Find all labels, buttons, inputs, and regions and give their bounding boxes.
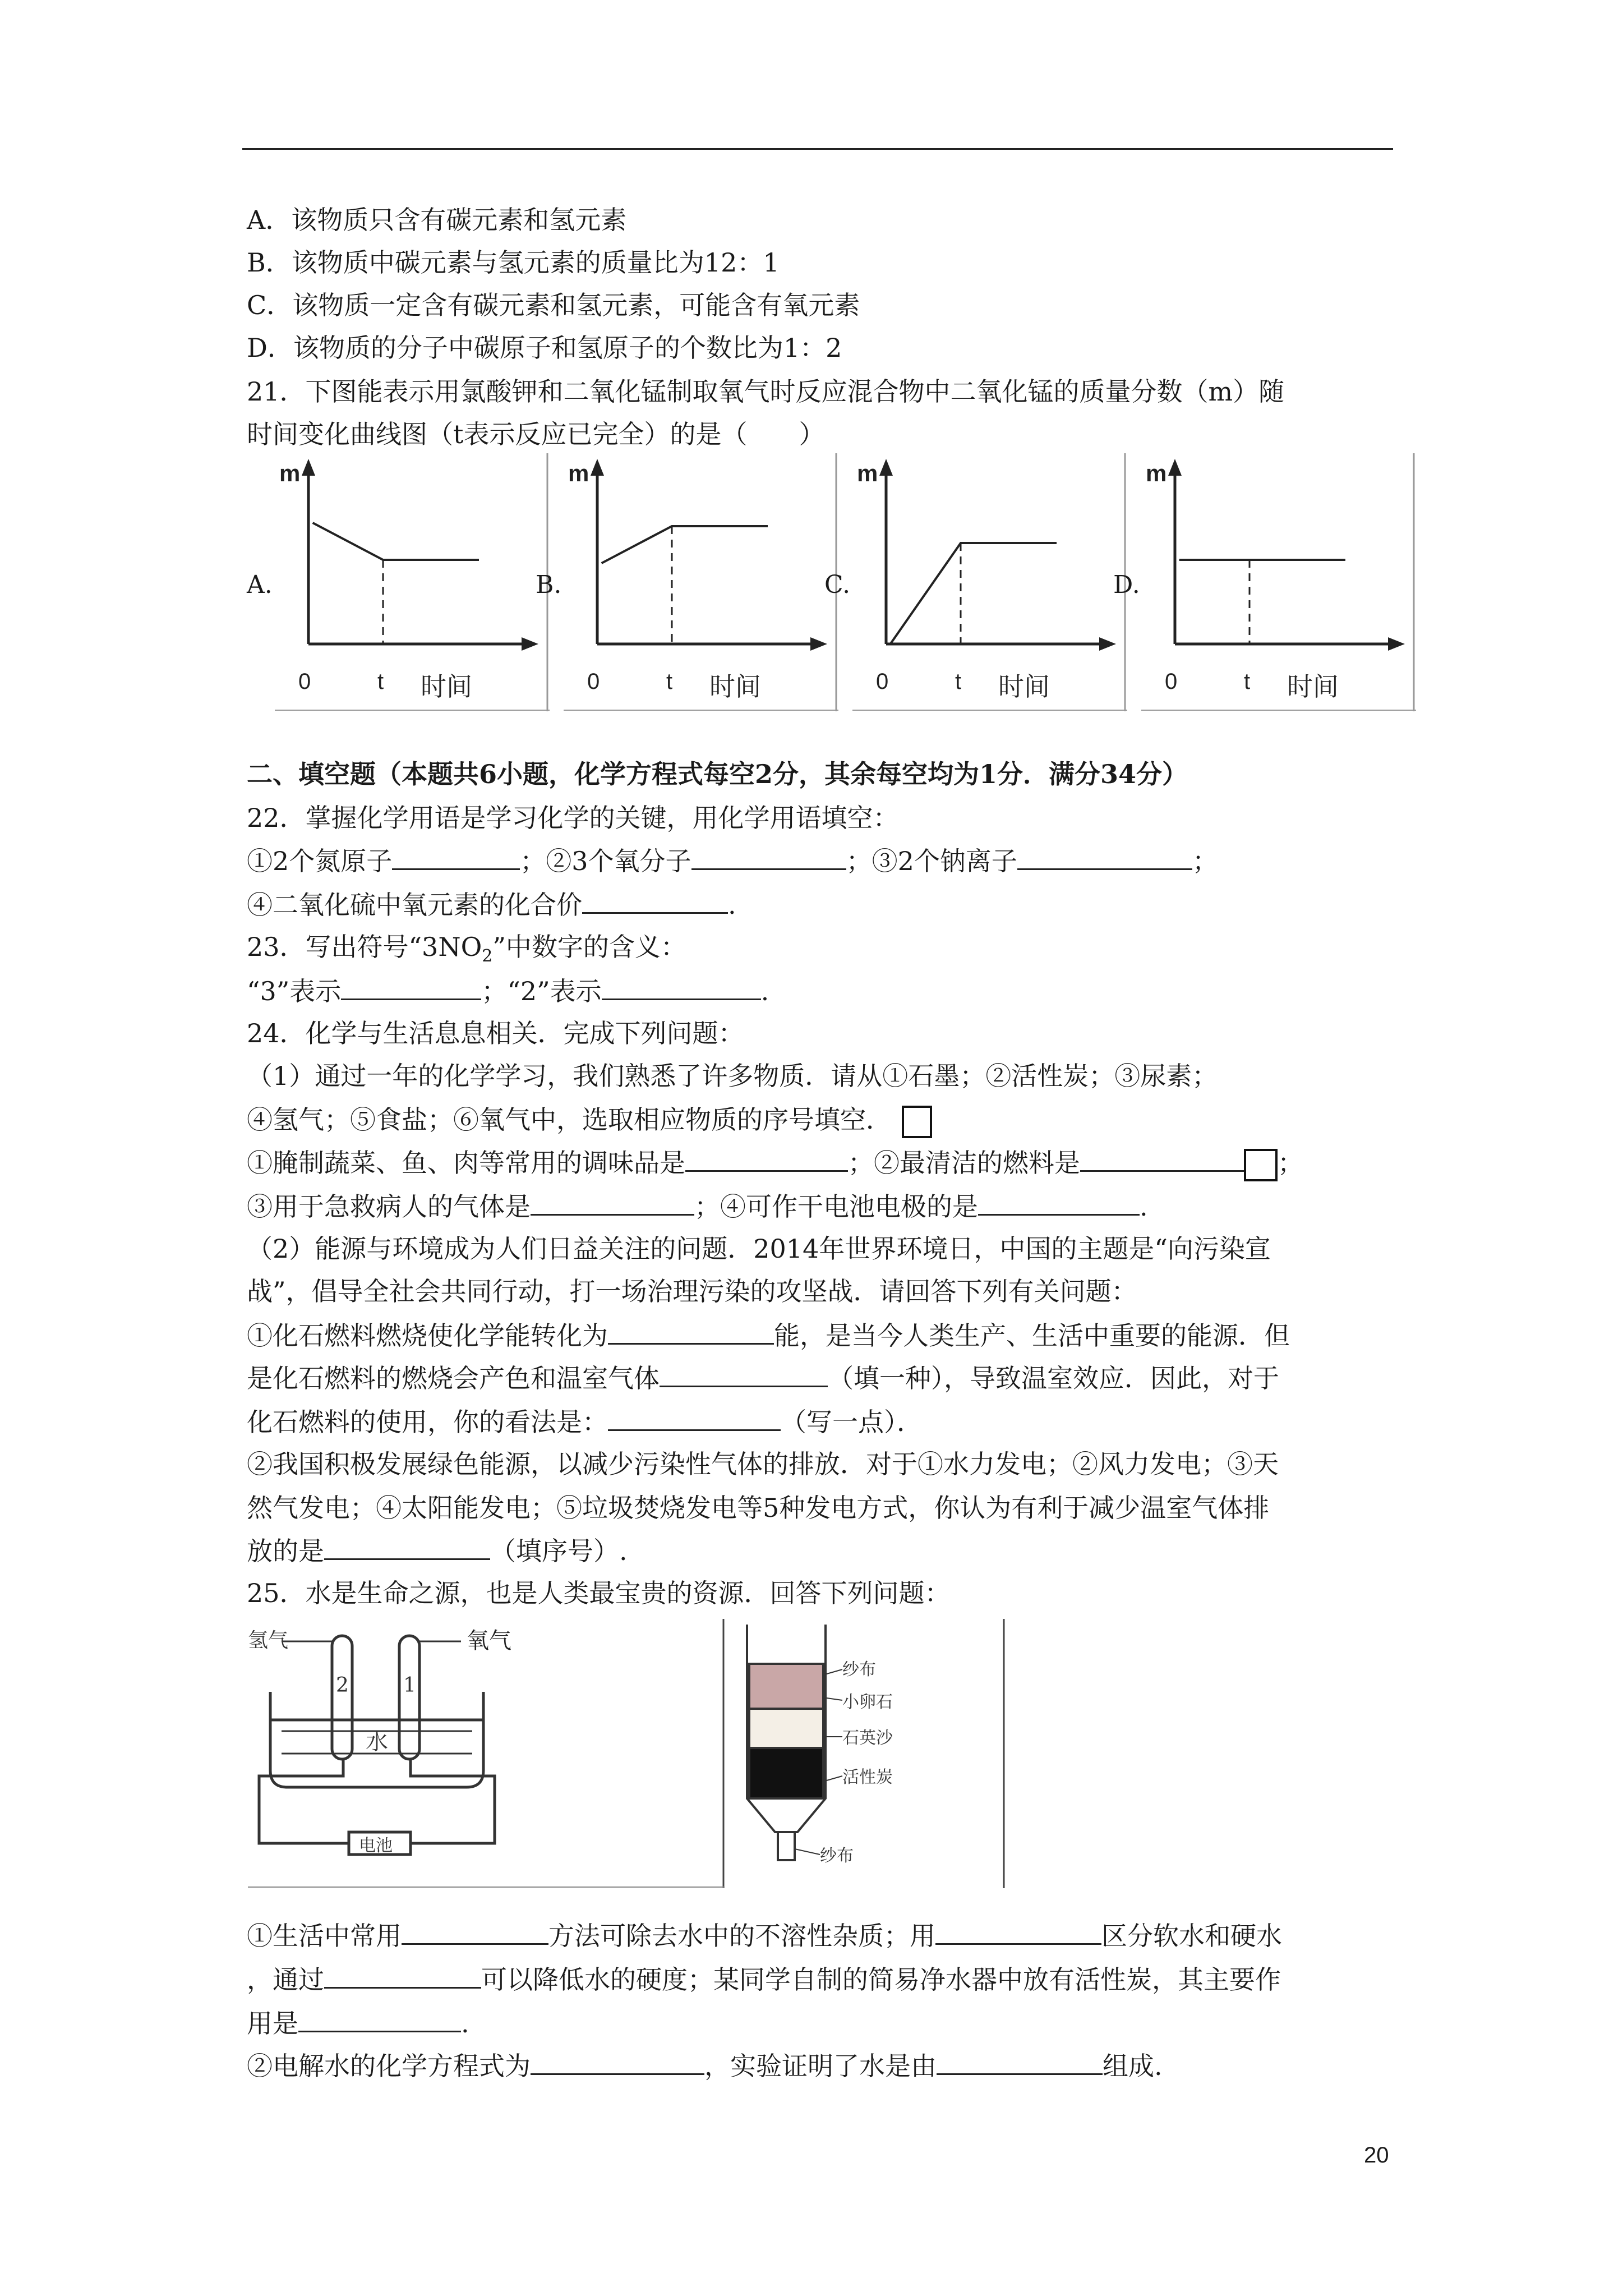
q24-p10: ②我国积极发展绿色能源，以减少污染性气体的排放．对于①水力发电；②风力发电；③天: [247, 1449, 1279, 1479]
q22-item4: ④二氧化硫中氧元素的化合价: [247, 890, 582, 920]
q24-p7b: 能，是当今人类生产、生活中重要的能源．但: [774, 1320, 1290, 1351]
data-line: [313, 523, 479, 560]
q24-p5: （2）能源与环境成为人们日益关注的问题．2014年世界环境日，中国的主题是“向污染宣: [247, 1234, 1271, 1264]
answer-blank[interactable]: [298, 2006, 461, 2032]
q25-l3b: .: [461, 2008, 469, 2039]
answer-blank[interactable]: [1080, 1145, 1244, 1172]
q22-line1: [247, 844, 1218, 878]
chart-1: [275, 453, 550, 711]
q25-line2: [247, 1962, 1281, 1996]
x-axis-arrow: [1099, 637, 1116, 651]
q24-p7: [247, 1318, 1290, 1352]
q23-subscript: 2: [482, 946, 493, 966]
q22-item1: ①2个氮原子: [247, 846, 393, 876]
q23-part2: ；“2”表示: [481, 976, 602, 1006]
pebble-label: 小卵石: [842, 1692, 893, 1712]
x-tick-label: 0: [876, 669, 889, 694]
x-tick-label: 0: [1165, 669, 1178, 694]
q20-option-c: C．该物质一定含有碳元素和氢元素，可能含有氧元素: [247, 290, 860, 320]
chart-option-label: A.: [247, 570, 273, 599]
q23-stem-b: ”中数字的含义：: [492, 932, 686, 962]
checkbox[interactable]: [1244, 1149, 1278, 1181]
q25-l4b: ，实验证明了水是由: [704, 2051, 937, 2081]
q24-p4b: ；④可作干电池电极的是: [694, 1191, 978, 1222]
q24-p3a: ①腌制蔬菜、鱼、肉等常用的调味品是: [247, 1148, 685, 1178]
q21-stem-line1: 21．下图能表示用氯酸钾和二氧化锰制取氧气时反应混合物中二氧化锰的质量分数（m）随: [247, 376, 1285, 407]
x-tick-label: 0: [587, 669, 600, 694]
q25-line3: [247, 2006, 469, 2040]
q25-l1a: ①生活中常用: [247, 1921, 402, 1951]
q25-line4: [247, 2049, 1163, 2083]
x-tick-label: t: [666, 669, 673, 694]
y-axis-arrow: [879, 459, 893, 476]
q22-stem: 22．掌握化学用语是学习化学的关键，用化学用语填空：: [247, 803, 899, 833]
answer-blank[interactable]: [935, 1918, 1101, 1945]
checkbox[interactable]: [902, 1106, 932, 1138]
y-axis-arrow: [302, 459, 315, 476]
q24-p3: [247, 1145, 1303, 1181]
answer-blank[interactable]: [602, 974, 761, 1000]
q24-p6: 战”，倡导全社会共同行动，打一场治理污染的攻坚战．请回答下列有关问题：: [247, 1276, 1137, 1306]
x-axis-arrow: [1388, 637, 1405, 651]
q20-option-b: B．该物质中碳元素与氢元素的质量比为12：1: [247, 247, 780, 278]
answer-blank[interactable]: [582, 887, 728, 914]
electrolysis-figure: [248, 1619, 725, 1888]
x-axis-label: 时间: [709, 671, 761, 702]
q24-p11: 然气发电；④太阳能发电；⑤垃圾焚烧发电等5种发电方式，你认为有利于减少温室气体排: [247, 1493, 1270, 1523]
q22-item2: ；②3个氧分子: [520, 846, 691, 876]
answer-blank[interactable]: [660, 1361, 828, 1387]
answer-blank[interactable]: [392, 844, 520, 870]
q24-p4c: .: [1140, 1191, 1148, 1222]
page-number: 20: [1364, 2143, 1389, 2168]
header-rule: [242, 148, 1393, 150]
chart-option-label: B.: [536, 570, 562, 599]
chart-2: [564, 453, 838, 711]
answer-blank[interactable]: [691, 844, 846, 870]
answer-blank[interactable]: [402, 1918, 548, 1945]
q23-period: .: [760, 976, 769, 1006]
q22-item3: ；③2个钠离子: [846, 846, 1017, 876]
x-axis-label: 时间: [998, 671, 1050, 702]
q24-p12: [247, 1534, 628, 1568]
q23-stem: [247, 930, 686, 973]
oxygen-label: 氧气: [467, 1628, 511, 1654]
q24-p8a: 是化石燃料的燃烧会产色和温室气体: [247, 1363, 660, 1393]
data-line: [602, 526, 768, 563]
q25-line1: [247, 1918, 1282, 1953]
q24-p3c: ；: [1278, 1148, 1303, 1178]
activated-carbon-label: 活性炭: [842, 1768, 893, 1787]
q25-l1b: 方法可除去水中的不溶性杂质；用: [548, 1921, 935, 1951]
q24-p3b: ；②最清洁的燃料是: [848, 1148, 1080, 1178]
q20-option-d: D．该物质的分子中碳原子和氢原子的个数比为1：2: [247, 333, 842, 363]
q25-l3a: 用是: [247, 2008, 298, 2039]
q25-l2a: ，通过: [247, 1964, 324, 1995]
y-axis-label: m: [279, 460, 301, 486]
answer-blank[interactable]: [324, 1534, 490, 1560]
q22-end: ；: [1192, 846, 1218, 876]
tube-1-label: 2: [336, 1674, 349, 1697]
answer-blank[interactable]: [608, 1318, 774, 1345]
q24-p9a: 化石燃料的使用，你的看法是：: [247, 1407, 608, 1437]
answer-blank[interactable]: [1017, 844, 1192, 870]
q24-p8b: （填一种），导致温室效应．因此，对于: [828, 1363, 1279, 1393]
q24-p2: [247, 1103, 932, 1138]
answer-blank[interactable]: [937, 2049, 1103, 2075]
y-axis-label: m: [857, 460, 878, 486]
x-axis-label: 时间: [421, 671, 472, 702]
q23-part1: “3”表示: [247, 976, 342, 1006]
battery-label: 电池: [359, 1836, 393, 1856]
q25-l4c: 组成.: [1103, 2051, 1163, 2081]
chart-option-label: D.: [1113, 570, 1140, 599]
chart-4: [1141, 453, 1416, 711]
q24-p12a: 放的是: [247, 1536, 324, 1566]
q24-p4a: ③用于急救病人的气体是: [247, 1191, 531, 1222]
q24-p2-text: ④氢气；⑤食盐；⑥氧气中，选取相应物质的序号填空．: [247, 1105, 892, 1135]
y-axis-arrow: [1168, 459, 1182, 476]
x-tick-label: 0: [298, 669, 311, 694]
answer-blank[interactable]: [608, 1405, 781, 1431]
q24-p9b: （写一点）．: [781, 1407, 923, 1437]
answer-blank[interactable]: [685, 1145, 848, 1172]
gauze-top-label: 纱布: [842, 1660, 876, 1680]
q25-l4a: ②电解水的化学方程式为: [247, 2051, 531, 2081]
answer-blank[interactable]: [531, 2049, 704, 2075]
quartz-sand-label: 石英沙: [842, 1728, 893, 1748]
y-axis-arrow: [591, 459, 604, 476]
x-tick-label: t: [1244, 669, 1251, 694]
section-2-heading: 二、填空题（本题共6小题，化学方程式每空2分，其余每空均为1分．满分34分）: [247, 759, 1188, 789]
water-label: 水: [366, 1729, 388, 1755]
x-axis-arrow: [522, 637, 538, 651]
hydrogen-label: 氢气: [248, 1629, 289, 1652]
answer-blank[interactable]: [978, 1189, 1140, 1216]
q25-stem: 25．水是生命之源，也是人类最宝贵的资源．回答下列问题：: [247, 1578, 951, 1608]
q21-stem-line2: 时间变化曲线图（t表示反应已完全）的是（ ）: [247, 419, 825, 449]
q24-p7a: ①化石燃料燃烧使化学能转化为: [247, 1320, 608, 1351]
data-line: [891, 543, 1057, 644]
y-axis-label: m: [1146, 460, 1167, 486]
x-tick-label: t: [377, 669, 384, 694]
q24-p12b: （填序号）.: [490, 1536, 628, 1566]
water-purifier-figure: [725, 1619, 1005, 1888]
answer-blank[interactable]: [324, 1962, 481, 1989]
x-tick-label: t: [955, 669, 962, 694]
y-axis-label: m: [568, 460, 589, 486]
answer-blank[interactable]: [341, 974, 481, 1000]
gauze-bottom-label: 纱布: [820, 1846, 854, 1866]
x-axis-label: 时间: [1287, 671, 1339, 702]
q22-period: .: [728, 890, 736, 920]
q23-line1: [247, 974, 769, 1008]
q24-stem: 24．化学与生活息息相关．完成下列问题：: [247, 1018, 744, 1048]
q22-line2: [247, 887, 736, 922]
q23-stem-a: 23．写出符号“3NO: [247, 932, 482, 962]
chart-3: [852, 453, 1127, 711]
q24-p9: [247, 1405, 923, 1439]
tube-2-label: 1: [403, 1674, 416, 1697]
chart-option-label: C.: [824, 570, 851, 599]
q20-option-a: A．该物质只含有碳元素和氢元素: [247, 205, 627, 235]
x-axis-arrow: [810, 637, 827, 651]
q24-p4: [247, 1189, 1148, 1223]
q25-l1c: 区分软水和硬水: [1101, 1921, 1282, 1951]
q24-p1: （1）通过一年的化学学习，我们熟悉了许多物质．请从①石墨；②活性炭；③尿素；: [247, 1061, 1218, 1091]
answer-blank[interactable]: [531, 1189, 694, 1216]
q24-p8: [247, 1361, 1279, 1395]
q25-l2b: 可以降低水的硬度；某同学自制的简易净水器中放有活性炭，其主要作: [481, 1964, 1281, 1995]
